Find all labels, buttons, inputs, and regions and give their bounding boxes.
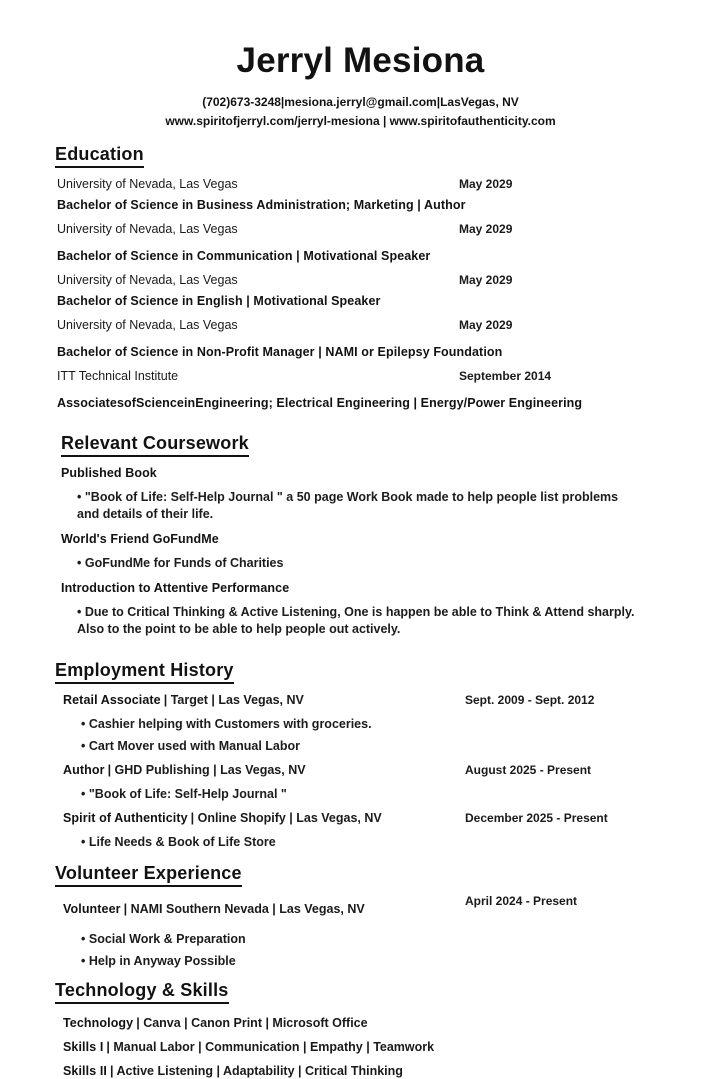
education-entry (57, 273, 666, 309)
skill-label: Skills I (63, 1039, 104, 1054)
section-relevant-coursework (55, 420, 666, 638)
job-meta: | Online Shopify | Las Vegas, NV (190, 810, 382, 825)
skill-label: Skills II (63, 1063, 107, 1078)
job-meta: | Target | Las Vegas, NV (163, 692, 304, 707)
volunteer-bullets (63, 931, 666, 970)
person-name: Jerryl Mesiona (236, 41, 485, 80)
education-entry (57, 177, 666, 213)
job-title: Author (63, 762, 105, 777)
education-row (57, 369, 666, 384)
bullet-item: • Cashier helping with Customers with groceries. (81, 716, 641, 733)
date-range: Sept. 2009 - Sept. 2012 (465, 692, 595, 707)
skill-values: | Canva | Canon Print | Microsoft Office (136, 1015, 368, 1030)
coursework-item (61, 532, 666, 572)
volunteer-role: Volunteer (63, 901, 121, 916)
section-title-relevant-coursework: Relevant Coursework (61, 433, 249, 457)
school-name: University of Nevada, Las Vegas (57, 176, 238, 191)
section-title-technology-skills: Technology & Skills (55, 980, 229, 1004)
contact-line-websites: www.spiritofjerryl.com/jerryl-mesiona | www.spiritofauthenticity.com (165, 113, 556, 128)
job-row (63, 693, 666, 708)
section-title-employment-history: Employment History (55, 660, 234, 684)
education-entry (57, 222, 666, 264)
contact-line-phone-email: (702)673-3248|mesiona.jerryl@gmail.com|LasVegas, NV (202, 94, 519, 109)
job-row (63, 811, 666, 826)
degree-name: Bachelor of Science in Communication | Motivational Speaker (57, 248, 431, 263)
bullet-item: • Help in Anyway Possible (81, 953, 641, 970)
coursework-item (61, 581, 666, 638)
date-range: September 2014 (459, 368, 552, 383)
bullet-item: • Due to Critical Thinking & Active Listening, One is happen be able to Think & Attend sharply. Also to the point to be able to help people out actively. (77, 604, 637, 638)
section-employment-history (55, 647, 666, 851)
education-entry (57, 318, 666, 360)
coursework-item-title: Published Book (61, 465, 157, 480)
coursework-item (61, 466, 666, 523)
job-meta: | GHD Publishing | Las Vegas, NV (107, 762, 306, 777)
employment-entry (63, 763, 666, 803)
education-row (57, 273, 666, 288)
school-name: ITT Technical Institute (57, 368, 179, 383)
section-volunteer-experience (55, 859, 666, 970)
job-bullets (63, 786, 666, 803)
school-name: University of Nevada, Las Vegas (57, 272, 238, 287)
bullet-item: • "Book of Life: Self-Help Journal " a 50 page Work Book made to help people list problems and details of their life. (77, 489, 637, 523)
bullet-item: • Life Needs & Book of Life Store (81, 834, 641, 851)
school-name: University of Nevada, Las Vegas (57, 317, 238, 332)
section-title-volunteer-experience: Volunteer Experience (55, 863, 242, 887)
education-row (57, 177, 666, 192)
skills-row (63, 1040, 666, 1055)
section-technology-skills (55, 978, 666, 1079)
skill-label: Technology (63, 1015, 134, 1030)
degree-name: Bachelor of Science in Non-Profit Manager | NAMI or Epilepsy Foundation (57, 344, 503, 359)
coursework-item-title: World's Friend GoFundMe (61, 531, 219, 546)
date-range: August 2025 - Present (465, 762, 592, 777)
bullet-item: • Cart Mover used with Manual Labor (81, 738, 641, 755)
job-title: Spirit of Authenticity (63, 810, 188, 825)
school-name: University of Nevada, Las Vegas (57, 221, 238, 236)
date-range: May 2029 (459, 176, 513, 191)
job-title: Retail Associate (63, 692, 161, 707)
volunteer-entry (63, 893, 666, 970)
section-title-education: Education (55, 144, 144, 168)
job-row (63, 763, 666, 778)
degree-name: AssociatesofScienceinEngineering; Electrical Engineering | Energy/Power Engineering (57, 395, 583, 410)
date-range: December 2025 - Present (465, 810, 608, 825)
skills-row (63, 1016, 666, 1031)
volunteer-row (63, 893, 666, 917)
coursework-item-title: Introduction to Attentive Performance (61, 580, 290, 595)
skill-values: | Manual Labor | Communication | Empathy | Teamwork (106, 1039, 435, 1054)
education-row (57, 222, 666, 237)
bullet-item: • GoFundMe for Funds of Charities (77, 555, 637, 572)
date-range: April 2024 - Present (465, 893, 578, 908)
bullet-item: • Social Work & Preparation (81, 931, 641, 948)
date-range: May 2029 (459, 272, 513, 287)
job-bullets (63, 716, 666, 755)
employment-entry (63, 693, 666, 755)
volunteer-meta: | NAMI Southern Nevada | Las Vegas, NV (123, 901, 365, 916)
date-range: May 2029 (459, 317, 513, 332)
skill-values: | Active Listening | Adaptability | Critical Thinking (109, 1063, 403, 1078)
date-range: May 2029 (459, 221, 513, 236)
employment-entry (63, 811, 666, 851)
education-row (57, 318, 666, 333)
resume-header (55, 42, 666, 131)
job-bullets (63, 834, 666, 851)
education-entry (57, 369, 666, 411)
degree-name: Bachelor of Science in Business Administration; Marketing | Author (57, 197, 466, 212)
skills-row (63, 1064, 666, 1079)
degree-name: Bachelor of Science in English | Motivational Speaker (57, 293, 381, 308)
section-education (55, 131, 666, 411)
bullet-item: • "Book of Life: Self-Help Journal " (81, 786, 641, 803)
